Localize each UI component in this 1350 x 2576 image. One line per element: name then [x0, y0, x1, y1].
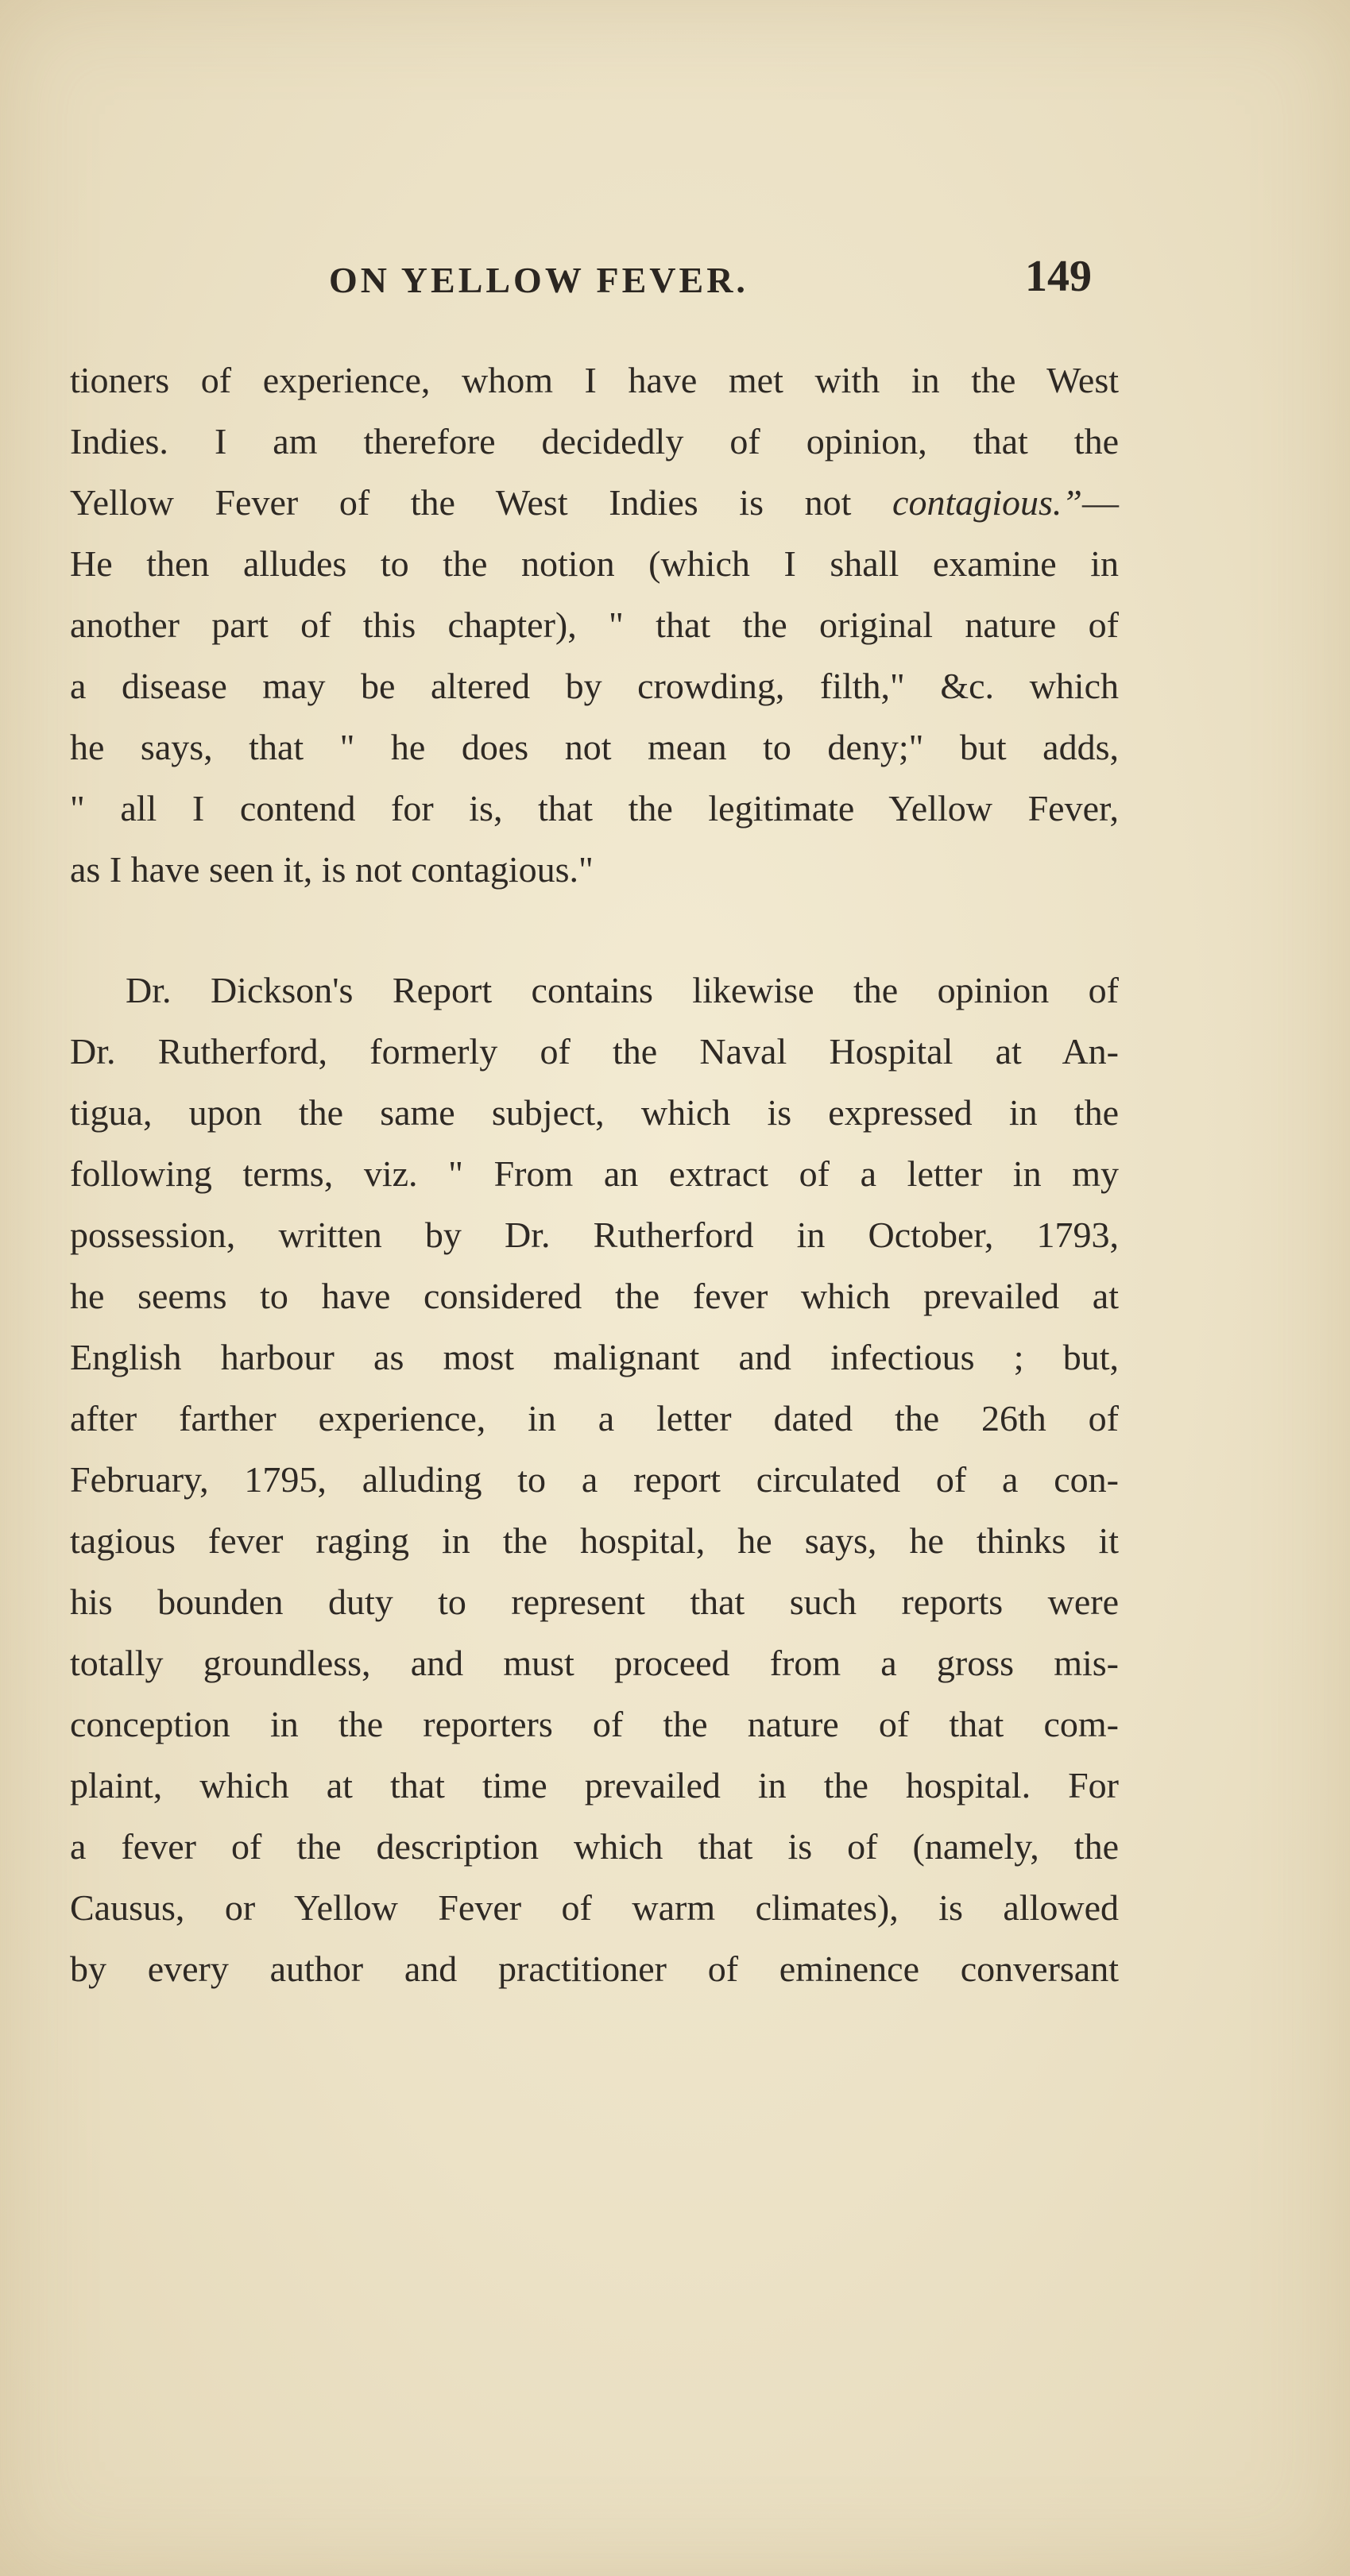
- text-line: " all I contend for is, that the legitimate Yellow Fever,: [70, 788, 1119, 828]
- italic-word: contagious.”: [892, 482, 1082, 523]
- text-line: tagious fever raging in the hospital, he says, he thinks it: [70, 1520, 1119, 1561]
- text-line: following terms, viz. " From an extract of a letter in my: [70, 1153, 1119, 1194]
- text-line: He then alludes to the notion (which I shall examine in: [70, 543, 1119, 584]
- text-line: plaint, which at that time prevailed in the hospital. For: [70, 1765, 1119, 1806]
- text-line: tioners of experience, whom I have met with in the West: [70, 360, 1119, 400]
- text-line: February, 1795, alluding to a report circulated of a con-: [70, 1459, 1119, 1500]
- text-line: as I have seen it, is not contagious.": [70, 849, 594, 890]
- text-line: conception in the reporters of the nature of that com-: [70, 1704, 1119, 1744]
- text-line: by every author and practitioner of eminence conversant: [70, 1948, 1119, 1989]
- running-head: [119, 238, 1112, 310]
- text-line: a disease may be altered by crowding, filth," &c. which: [70, 666, 1119, 706]
- text-line: Indies. I am therefore decidedly of opinion, that the: [70, 421, 1119, 462]
- text-line: possession, written by Dr. Rutherford in October, 1793,: [70, 1215, 1119, 1255]
- paragraph: [70, 960, 1119, 1999]
- text-line: his bounden duty to represent that such reports were: [70, 1582, 1119, 1622]
- text-line: after farther experience, in a letter dated the 26th of: [70, 1398, 1119, 1439]
- text-line: Dr. Rutherford, formerly of the Naval Hospital at An-: [70, 1031, 1119, 1072]
- text-line: totally groundless, and must proceed from a gross mis-: [70, 1643, 1119, 1683]
- text-line: Dr. Dickson's Report contains likewise the opinion of: [126, 970, 1119, 1010]
- page-number: 149: [1025, 252, 1092, 301]
- running-title: ON YELLOW FEVER.: [329, 260, 748, 300]
- text-line: another part of this chapter), " that the original nature of: [70, 604, 1119, 645]
- text-line: tigua, upon the same subject, which is expressed in the: [70, 1092, 1119, 1133]
- paragraph: [70, 350, 1119, 900]
- text-line: a fever of the description which that is of (namely, the: [70, 1826, 1119, 1867]
- text-line: English harbour as most malignant and infectious ; but,: [70, 1337, 1119, 1377]
- body-text: [70, 350, 1119, 1999]
- text-line: Causus, or Yellow Fever of warm climates), is allowed: [70, 1887, 1119, 1928]
- text-line: he seems to have considered the fever which prevailed at: [70, 1276, 1119, 1316]
- text-line: he says, that " he does not mean to deny;" but adds,: [70, 727, 1119, 767]
- text-line: Yellow Fever of the West Indies is not contagious.”—: [70, 482, 1119, 523]
